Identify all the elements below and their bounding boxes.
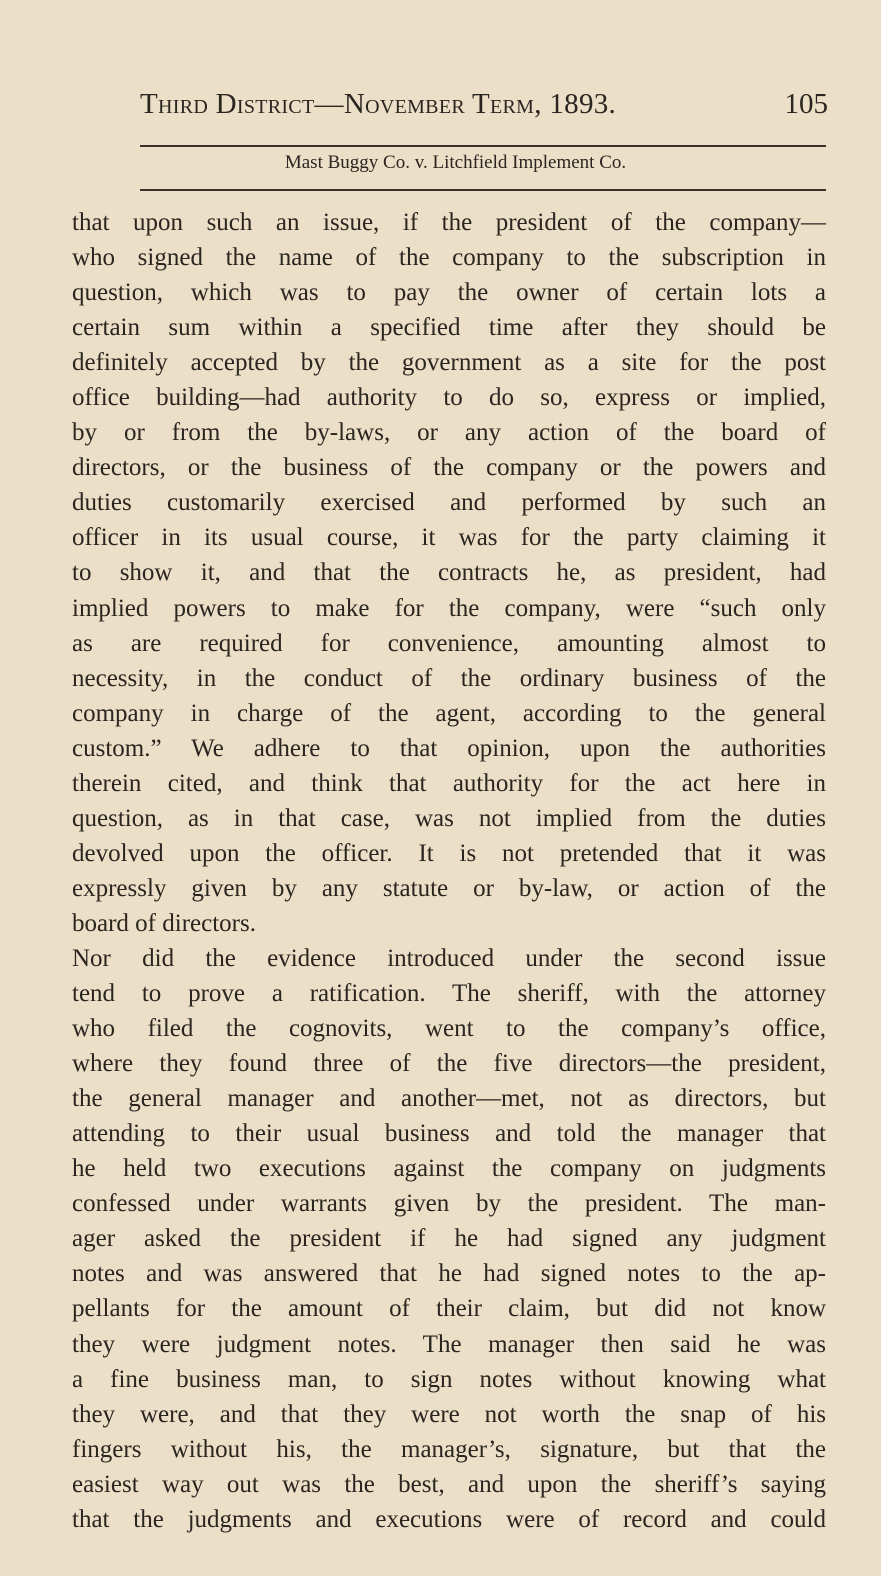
running-head: Third District—November Term, 1893. xyxy=(140,88,617,120)
text-line: therein cited, and think that authority for the act here in xyxy=(72,769,826,797)
text-line: duties customarily exercised and performed by such an xyxy=(72,489,826,517)
text-line: office building—had authority to do so, express or implied, xyxy=(72,384,826,412)
text-line: notes and was answered that he had signed notes to the ap- xyxy=(72,1260,826,1288)
text-line: tend to prove a ratification. The sheriff, with the attorney xyxy=(72,980,826,1008)
text-line: directors, or the business of the company or the powers and xyxy=(72,454,826,482)
page-number: 105 xyxy=(784,88,828,120)
text-line: a fine business man, to sign notes without knowing what xyxy=(72,1365,826,1393)
text-line: where they found three of the five directors—the president, xyxy=(72,1050,826,1078)
text-line: he held two executions against the company on judgments xyxy=(72,1155,826,1183)
text-line: that upon such an issue, if the president of the company— xyxy=(72,209,826,236)
text-line: Nor did the evidence introduced under the second issue xyxy=(72,944,826,972)
text-line: company in charge of the agent, according to the general xyxy=(72,699,826,727)
text-line: that the judgments and executions were of record and could xyxy=(72,1505,826,1533)
case-title: Mast Buggy Co. v. Litchfield Implement Co. xyxy=(284,152,627,173)
text-line: to show it, and that the contracts he, as president, had xyxy=(72,559,826,587)
header-rule-top xyxy=(140,145,826,147)
text-line: fingers without his, the manager’s, signature, but that the xyxy=(72,1435,826,1463)
text-line: who filed the cognovits, went to the company’s office, xyxy=(72,1015,826,1043)
text-line: who signed the name of the company to the subscription in xyxy=(72,244,826,272)
page-header xyxy=(140,88,828,128)
body-text xyxy=(72,205,826,1537)
text-line: pellants for the amount of their claim, but did not know xyxy=(72,1295,826,1323)
text-line: confessed under warrants given by the president. The man- xyxy=(72,1190,826,1218)
text-line: ager asked the president if he had signed any judgment xyxy=(72,1225,826,1253)
text-line: expressly given by any statute or by-law, or action of the xyxy=(72,874,826,902)
text-line: certain sum within a specified time after they should be xyxy=(72,314,826,342)
text-line: definitely accepted by the government as a site for the post xyxy=(72,349,826,377)
text-line: by or from the by-laws, or any action of the board of xyxy=(72,419,826,447)
text-line: devolved upon the officer. It is not pretended that it was xyxy=(72,839,826,867)
text-line: officer in its usual course, it was for the party claiming it xyxy=(72,524,826,552)
text-line: necessity, in the conduct of the ordinary business of the xyxy=(72,664,826,692)
text-line: the general manager and another—met, not as directors, but xyxy=(72,1085,826,1113)
text-line: they were judgment notes. The manager then said he was xyxy=(72,1330,826,1358)
text-line: board of directors. xyxy=(72,909,256,937)
text-line: easiest way out was the best, and upon the sheriff’s saying xyxy=(72,1470,826,1498)
header-rule-bottom xyxy=(140,189,826,191)
text-line: attending to their usual business and told the manager that xyxy=(72,1120,826,1148)
text-line: custom.” We adhere to that opinion, upon the authorities xyxy=(72,734,826,762)
text-line: implied powers to make for the company, were “such only xyxy=(72,594,826,622)
text-line: question, which was to pay the owner of certain lots a xyxy=(72,279,826,307)
text-line: question, as in that case, was not implied from the duties xyxy=(72,804,826,832)
text-line: as are required for convenience, amounting almost to xyxy=(72,629,826,657)
text-line: they were, and that they were not worth the snap of his xyxy=(72,1400,826,1428)
